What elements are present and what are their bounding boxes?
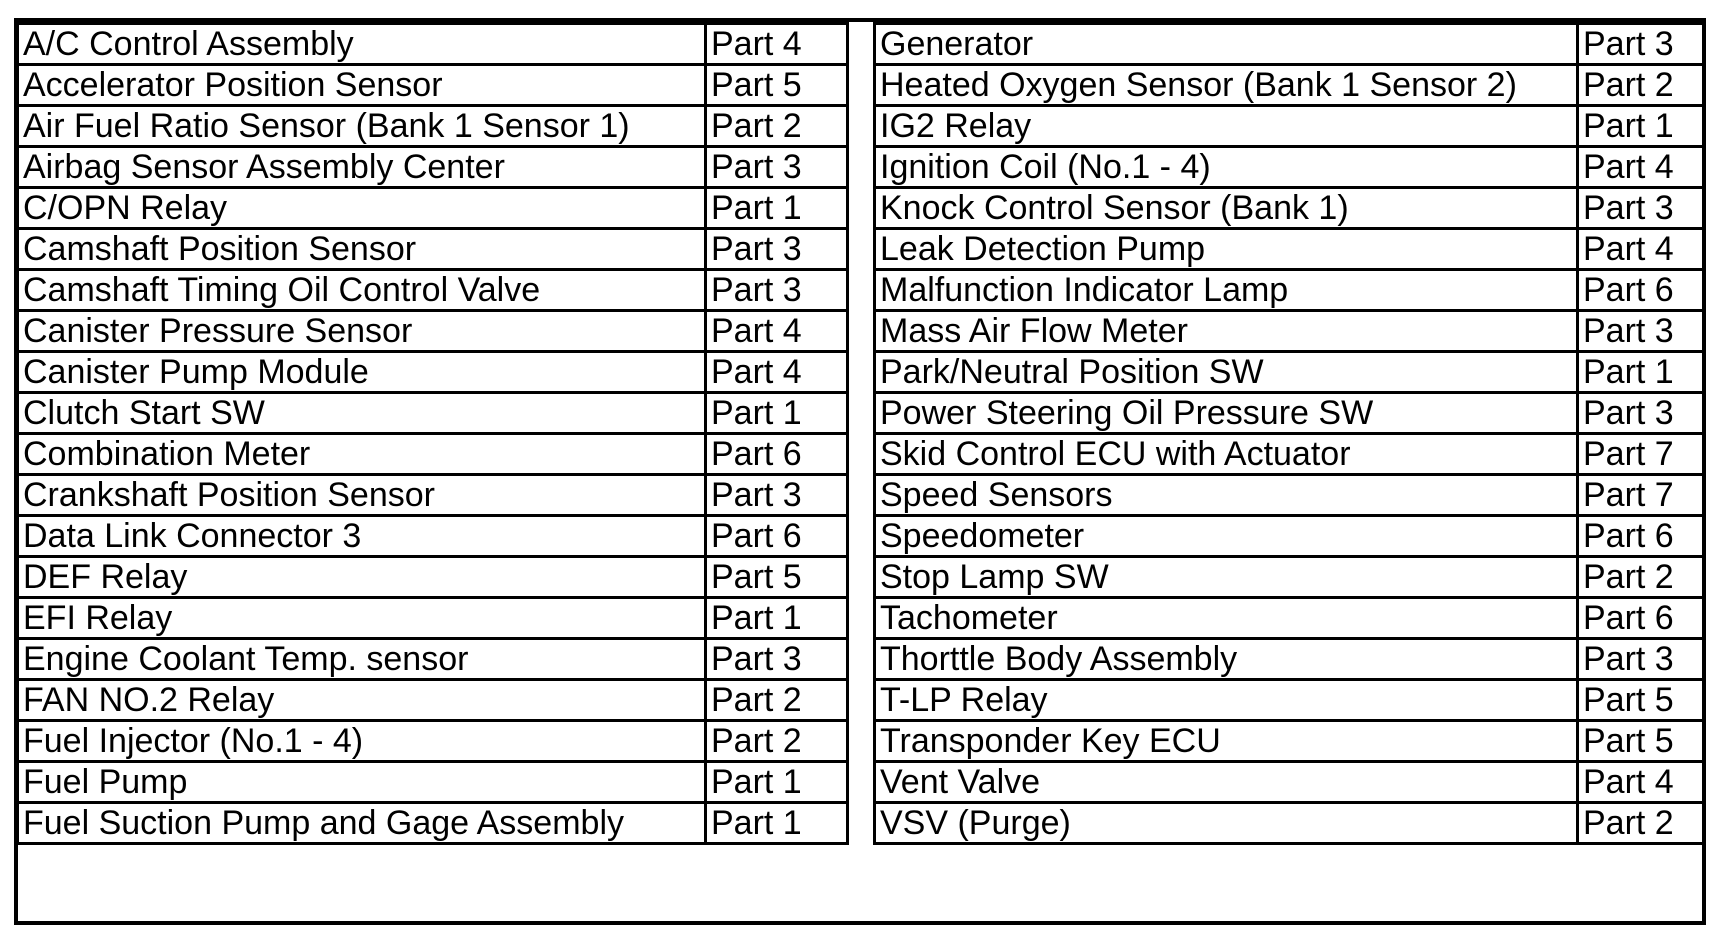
component-name-cell: Data Link Connector 3	[18, 516, 706, 557]
part-reference-cell: Part 2	[706, 680, 848, 721]
part-reference-cell: Part 3	[1578, 639, 1705, 680]
component-name-cell: Engine Coolant Temp. sensor	[18, 639, 706, 680]
component-name-cell: Transponder Key ECU	[875, 721, 1578, 762]
component-name-cell: Leak Detection Pump	[875, 229, 1578, 270]
table-row	[18, 762, 848, 803]
component-name-cell: Speed Sensors	[875, 475, 1578, 516]
component-name-cell: FAN NO.2 Relay	[18, 680, 706, 721]
part-reference-cell: Part 7	[1578, 434, 1705, 475]
part-reference-cell: Part 1	[706, 188, 848, 229]
table-row	[18, 311, 848, 352]
table-row	[875, 516, 1705, 557]
table-row	[18, 475, 848, 516]
component-name-cell: T-LP Relay	[875, 680, 1578, 721]
part-reference-cell: Part 3	[706, 147, 848, 188]
component-name-cell: Camshaft Timing Oil Control Valve	[18, 270, 706, 311]
table-row	[875, 557, 1705, 598]
component-name-cell: DEF Relay	[18, 557, 706, 598]
part-reference-cell: Part 2	[706, 106, 848, 147]
part-reference-cell: Part 4	[706, 311, 848, 352]
component-name-cell: Generator	[875, 24, 1578, 65]
component-name-cell: Skid Control ECU with Actuator	[875, 434, 1578, 475]
component-name-cell: Fuel Pump	[18, 762, 706, 803]
table-row	[875, 229, 1705, 270]
component-name-cell: Combination Meter	[18, 434, 706, 475]
table-row	[18, 352, 848, 393]
table-row	[18, 516, 848, 557]
part-reference-cell: Part 5	[706, 557, 848, 598]
table-row	[18, 598, 848, 639]
part-reference-cell: Part 1	[1578, 106, 1705, 147]
table-row	[18, 24, 848, 65]
part-reference-cell: Part 4	[706, 24, 848, 65]
part-reference-cell: Part 3	[706, 270, 848, 311]
part-reference-cell: Part 4	[1578, 762, 1705, 803]
part-reference-cell: Part 5	[1578, 680, 1705, 721]
part-reference-cell: Part 3	[1578, 24, 1705, 65]
table-row	[18, 680, 848, 721]
component-name-cell: EFI Relay	[18, 598, 706, 639]
component-name-cell: Fuel Injector (No.1 - 4)	[18, 721, 706, 762]
right-table-body	[875, 24, 1705, 844]
part-reference-cell: Part 3	[706, 475, 848, 516]
table-row	[18, 270, 848, 311]
table-row	[875, 65, 1705, 106]
part-reference-cell: Part 1	[706, 803, 848, 844]
table-row	[875, 311, 1705, 352]
part-reference-cell: Part 6	[1578, 270, 1705, 311]
table-row	[875, 434, 1705, 475]
table-row	[875, 475, 1705, 516]
part-reference-cell: Part 2	[1578, 557, 1705, 598]
part-reference-cell: Part 5	[1578, 721, 1705, 762]
part-reference-cell: Part 4	[1578, 147, 1705, 188]
component-name-cell: Clutch Start SW	[18, 393, 706, 434]
component-name-cell: A/C Control Assembly	[18, 24, 706, 65]
left-table-body	[18, 24, 848, 844]
component-name-cell: Malfunction Indicator Lamp	[875, 270, 1578, 311]
part-reference-cell: Part 3	[1578, 311, 1705, 352]
table-row	[875, 147, 1705, 188]
part-reference-cell: Part 1	[706, 762, 848, 803]
component-name-cell: Fuel Suction Pump and Gage Assembly	[18, 803, 706, 844]
component-name-cell: Canister Pressure Sensor	[18, 311, 706, 352]
component-name-cell: Canister Pump Module	[18, 352, 706, 393]
table-row	[875, 188, 1705, 229]
component-name-cell: Power Steering Oil Pressure SW	[875, 393, 1578, 434]
part-reference-cell: Part 1	[706, 598, 848, 639]
component-name-cell: Ignition Coil (No.1 - 4)	[875, 147, 1578, 188]
right-component-table	[873, 22, 1706, 845]
component-name-cell: C/OPN Relay	[18, 188, 706, 229]
table-row	[875, 680, 1705, 721]
part-reference-cell: Part 2	[706, 721, 848, 762]
component-name-cell: Thorttle Body Assembly	[875, 639, 1578, 680]
table-row	[18, 721, 848, 762]
component-index-sheet	[16, 22, 1700, 845]
table-row	[875, 24, 1705, 65]
part-reference-cell: Part 4	[1578, 229, 1705, 270]
table-row	[18, 557, 848, 598]
table-row	[875, 106, 1705, 147]
table-row	[875, 270, 1705, 311]
component-name-cell: Park/Neutral Position SW	[875, 352, 1578, 393]
component-name-cell: Speedometer	[875, 516, 1578, 557]
table-row	[18, 803, 848, 844]
part-reference-cell: Part 6	[1578, 598, 1705, 639]
component-name-cell: Tachometer	[875, 598, 1578, 639]
part-reference-cell: Part 3	[1578, 393, 1705, 434]
table-row	[875, 721, 1705, 762]
table-row	[875, 762, 1705, 803]
table-row	[875, 803, 1705, 844]
table-row	[875, 598, 1705, 639]
component-name-cell: Knock Control Sensor (Bank 1)	[875, 188, 1578, 229]
part-reference-cell: Part 5	[706, 65, 848, 106]
part-reference-cell: Part 2	[1578, 65, 1705, 106]
left-component-table	[16, 22, 849, 845]
component-name-cell: Air Fuel Ratio Sensor (Bank 1 Sensor 1)	[18, 106, 706, 147]
part-reference-cell: Part 2	[1578, 803, 1705, 844]
table-row	[18, 147, 848, 188]
component-name-cell: Airbag Sensor Assembly Center	[18, 147, 706, 188]
table-row	[18, 106, 848, 147]
part-reference-cell: Part 1	[706, 393, 848, 434]
table-row	[18, 188, 848, 229]
table-row	[875, 393, 1705, 434]
component-name-cell: Mass Air Flow Meter	[875, 311, 1578, 352]
part-reference-cell: Part 7	[1578, 475, 1705, 516]
part-reference-cell: Part 3	[706, 229, 848, 270]
table-row	[875, 639, 1705, 680]
table-row	[18, 639, 848, 680]
component-name-cell: Stop Lamp SW	[875, 557, 1578, 598]
table-row	[18, 65, 848, 106]
table-row	[18, 229, 848, 270]
component-name-cell: Vent Valve	[875, 762, 1578, 803]
part-reference-cell: Part 6	[1578, 516, 1705, 557]
part-reference-cell: Part 6	[706, 434, 848, 475]
component-name-cell: IG2 Relay	[875, 106, 1578, 147]
table-row	[18, 393, 848, 434]
part-reference-cell: Part 3	[706, 639, 848, 680]
part-reference-cell: Part 4	[706, 352, 848, 393]
part-reference-cell: Part 1	[1578, 352, 1705, 393]
part-reference-cell: Part 6	[706, 516, 848, 557]
component-name-cell: Accelerator Position Sensor	[18, 65, 706, 106]
component-name-cell: VSV (Purge)	[875, 803, 1578, 844]
component-name-cell: Heated Oxygen Sensor (Bank 1 Sensor 2)	[875, 65, 1578, 106]
component-name-cell: Camshaft Position Sensor	[18, 229, 706, 270]
table-row	[18, 434, 848, 475]
table-row	[875, 352, 1705, 393]
part-reference-cell: Part 3	[1578, 188, 1705, 229]
component-name-cell: Crankshaft Position Sensor	[18, 475, 706, 516]
